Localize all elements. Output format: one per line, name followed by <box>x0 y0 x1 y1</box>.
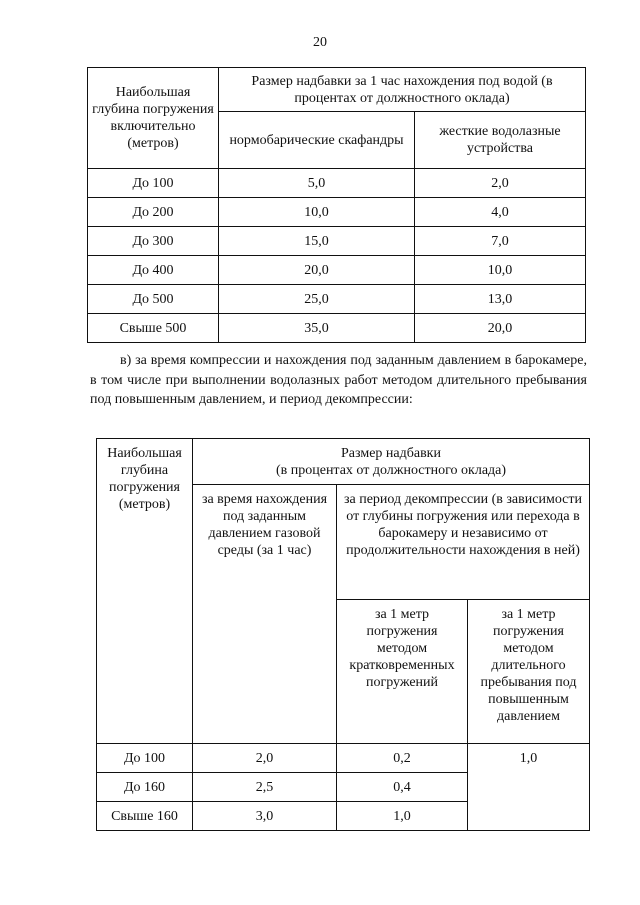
short-term-dive-header: за 1 метр погружения методом кратковременных погружений <box>337 600 468 744</box>
table-row <box>88 169 586 198</box>
value-cell: 35,0 <box>219 314 415 343</box>
table-row <box>97 744 590 773</box>
normobaric-suits-header: нормобарические скафандры <box>219 112 415 169</box>
allowance-group-title: Размер надбавки <box>341 445 441 461</box>
rigid-diving-devices-header: жесткие водолазные устройства <box>415 112 586 169</box>
value-cell: 0,4 <box>337 773 468 802</box>
depth-header: Наибольшая глубина погружения включительно (метров) <box>88 68 219 169</box>
page-number: 20 <box>313 35 327 50</box>
table-row <box>88 256 586 285</box>
depth-cell: До 400 <box>88 256 219 285</box>
depth-cell: До 300 <box>88 227 219 256</box>
value-cell: 2,5 <box>193 773 337 802</box>
value-cell: 15,0 <box>219 227 415 256</box>
value-cell: 0,2 <box>337 744 468 773</box>
depth-cell: Свыше 160 <box>97 802 193 831</box>
depth-cell: До 200 <box>88 198 219 227</box>
value-cell: 2,0 <box>415 169 586 198</box>
allowance-group-header: Размер надбавки за 1 час нахождения под водой (в процентах от должностного оклада) <box>219 68 586 112</box>
value-cell: 4,0 <box>415 198 586 227</box>
value-cell: 1,0 <box>337 802 468 831</box>
value-cell: 2,0 <box>193 744 337 773</box>
value-cell: 10,0 <box>219 198 415 227</box>
value-cell: 13,0 <box>415 285 586 314</box>
depth-cell: До 100 <box>88 169 219 198</box>
table-row <box>88 198 586 227</box>
depth-cell: До 160 <box>97 773 193 802</box>
value-cell: 20,0 <box>219 256 415 285</box>
merged-value-cell: 1,0 <box>468 744 590 831</box>
table-row <box>88 285 586 314</box>
diving-allowance-table <box>87 67 586 343</box>
decompression-header: за период декомпрессии (в зависимости от глубины погружения или перехода в барокамеру и независимо от продолжительности нахождения в ней) <box>337 485 590 600</box>
paragraph-v: в) за время компрессии и нахождения под заданным давлением в барокамере, в том числе при выполнении водолазных работ методом длительного пребывания под повышенным давлением, и период декомпрессии: <box>90 353 587 407</box>
depth-cell: До 100 <box>97 744 193 773</box>
long-stay-header: за 1 метр погружения методом длительного пребывания под повышенным давлением <box>468 600 590 744</box>
table-row <box>88 227 586 256</box>
value-cell: 5,0 <box>219 169 415 198</box>
depth-header: Наибольшая глубина погружения (метров) <box>97 439 193 744</box>
value-cell: 7,0 <box>415 227 586 256</box>
value-cell: 10,0 <box>415 256 586 285</box>
pressure-time-header: за время нахождения под заданным давлением газовой среды (за 1 час) <box>193 485 337 744</box>
depth-cell: Свыше 500 <box>88 314 219 343</box>
depth-cell: До 500 <box>88 285 219 314</box>
value-cell: 25,0 <box>219 285 415 314</box>
table-row <box>88 314 586 343</box>
value-cell: 3,0 <box>193 802 337 831</box>
compression-allowance-table <box>96 438 590 831</box>
allowance-group-subtitle: (в процентах от должностного оклада) <box>275 462 507 478</box>
allowance-group-header <box>193 439 590 485</box>
value-cell: 20,0 <box>415 314 586 343</box>
